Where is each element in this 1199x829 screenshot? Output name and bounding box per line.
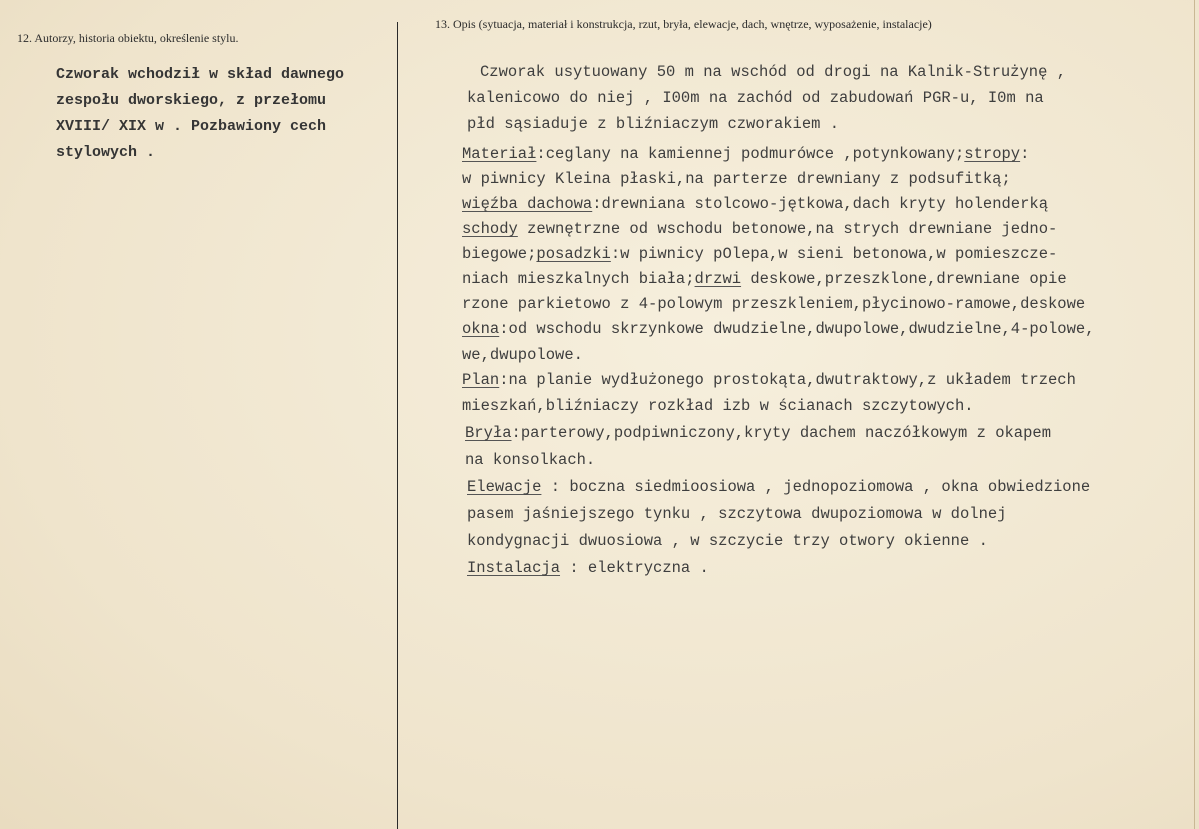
label-bryla: Bryła <box>465 424 512 442</box>
materials-line-8 <box>462 320 1095 338</box>
label-drzwi: drzwi <box>694 270 742 288</box>
label-wiezba: więźba dachowa <box>462 195 593 213</box>
plan-text-1: :na planie wydłużonego prostokąta,dwutraktowy,z układem trzech <box>499 371 1076 389</box>
elewacje-line-3: kondygnacji dwuosiowa , w szczycie trzy otwory okienne . <box>467 532 988 550</box>
intro-line-2: kalenicowo do niej , I00m na zachód od zabudowań PGR-u, I0m na <box>467 89 1044 107</box>
section-12-line-4: stylowych . <box>56 144 156 161</box>
label-elewacje: Elewacje <box>467 478 542 496</box>
bryla-line-2: na konsolkach. <box>465 451 596 469</box>
materials-line-6 <box>462 270 1067 288</box>
materials-line-9: we,dwupolowe. <box>462 346 583 364</box>
section-12-heading: 12. Autorzy, historia obiektu, określenie stylu. <box>17 31 239 45</box>
instalacja-line-1 <box>467 559 709 577</box>
materials-text-3: :drewniana stolcowo-jętkowa,dach kryty holenderką <box>592 195 1049 213</box>
materials-line-1 <box>462 145 1029 163</box>
materials-text-5b: :w piwnicy pOlepa,w sieni betonowa,w pomieszcze- <box>610 245 1058 263</box>
elewacje-line-2: pasem jaśniejszego tynku , szczytowa dwupoziomowa w dolnej <box>467 505 1007 523</box>
materials-line-5 <box>462 245 1057 263</box>
materials-text-6a: niach mieszkalnych biała; <box>462 270 695 288</box>
materials-text-6b: deskowe,przeszklone,drewniane opie <box>741 270 1067 288</box>
section-12-line-3: XVIII/ XIX w . Pozbawiony cech <box>56 118 327 135</box>
section-13-heading: 13. Opis (sytuacja, materiał i konstrukcja, rzut, bryła, elewacje, dach, wnętrze, wyposażenie, instalacje) <box>435 17 932 31</box>
materials-line-4 <box>462 220 1057 238</box>
elewacje-text-1: : boczna siedmioosiowa , jednopoziomowa , okna obwiedzione <box>541 478 1091 496</box>
bryla-line-1 <box>465 424 1051 442</box>
materials-line-7: rzone parkietowo z 4-polowym przeszkleniem,płycinowo-ramowe,deskowe <box>462 295 1086 313</box>
plan-line-1 <box>462 371 1076 389</box>
instalacja-text-1: : elektryczna . <box>560 559 709 577</box>
column-divider <box>397 22 398 829</box>
materials-text-4: zewnętrzne od wschodu betonowe,na strych drewniane jedno- <box>517 220 1058 238</box>
materials-text-1a: :ceglany na kamiennej podmurówce ,potynkowany; <box>536 145 965 163</box>
bryla-text-1: :parterowy,podpiwniczony,kryty dachem naczółkowym z okapem <box>511 424 1052 442</box>
label-material: Materiał <box>462 145 537 163</box>
materials-text-8: :od wschodu skrzynkowe dwudzielne,dwupolowe,dwudzielne,4-polowe, <box>499 320 1095 338</box>
materials-text-5a: biegowe; <box>462 245 537 263</box>
materials-line-2: w piwnicy Kleina płaski,na parterze drewniany z podsufitką; <box>462 170 1011 188</box>
plan-line-2: mieszkań,bliźniaczy rozkład izb w ścianach szczytowych. <box>462 397 974 415</box>
label-posadzki: posadzki <box>536 245 611 263</box>
elewacje-line-1 <box>467 478 1090 496</box>
label-instalacja: Instalacja <box>467 559 561 577</box>
intro-line-1: Czworak usytuowany 50 m na wschód od drogi na Kalnik-Strużynę , <box>480 63 1066 81</box>
label-plan: Plan <box>462 371 500 389</box>
materials-line-3 <box>462 195 1048 213</box>
label-stropy: stropy <box>964 145 1021 163</box>
intro-line-3: płd sąsiaduje z bliźniaczym czworakiem . <box>467 115 840 133</box>
section-12-line-1: Czworak wchodził w skład dawnego <box>56 66 345 83</box>
materials-text-1b: : <box>1020 145 1030 163</box>
label-okna: okna <box>462 320 500 338</box>
page-edge <box>1194 0 1195 829</box>
section-12-line-2: zespołu dworskiego, z przełomu <box>56 92 327 109</box>
label-schody: schody <box>462 220 518 238</box>
